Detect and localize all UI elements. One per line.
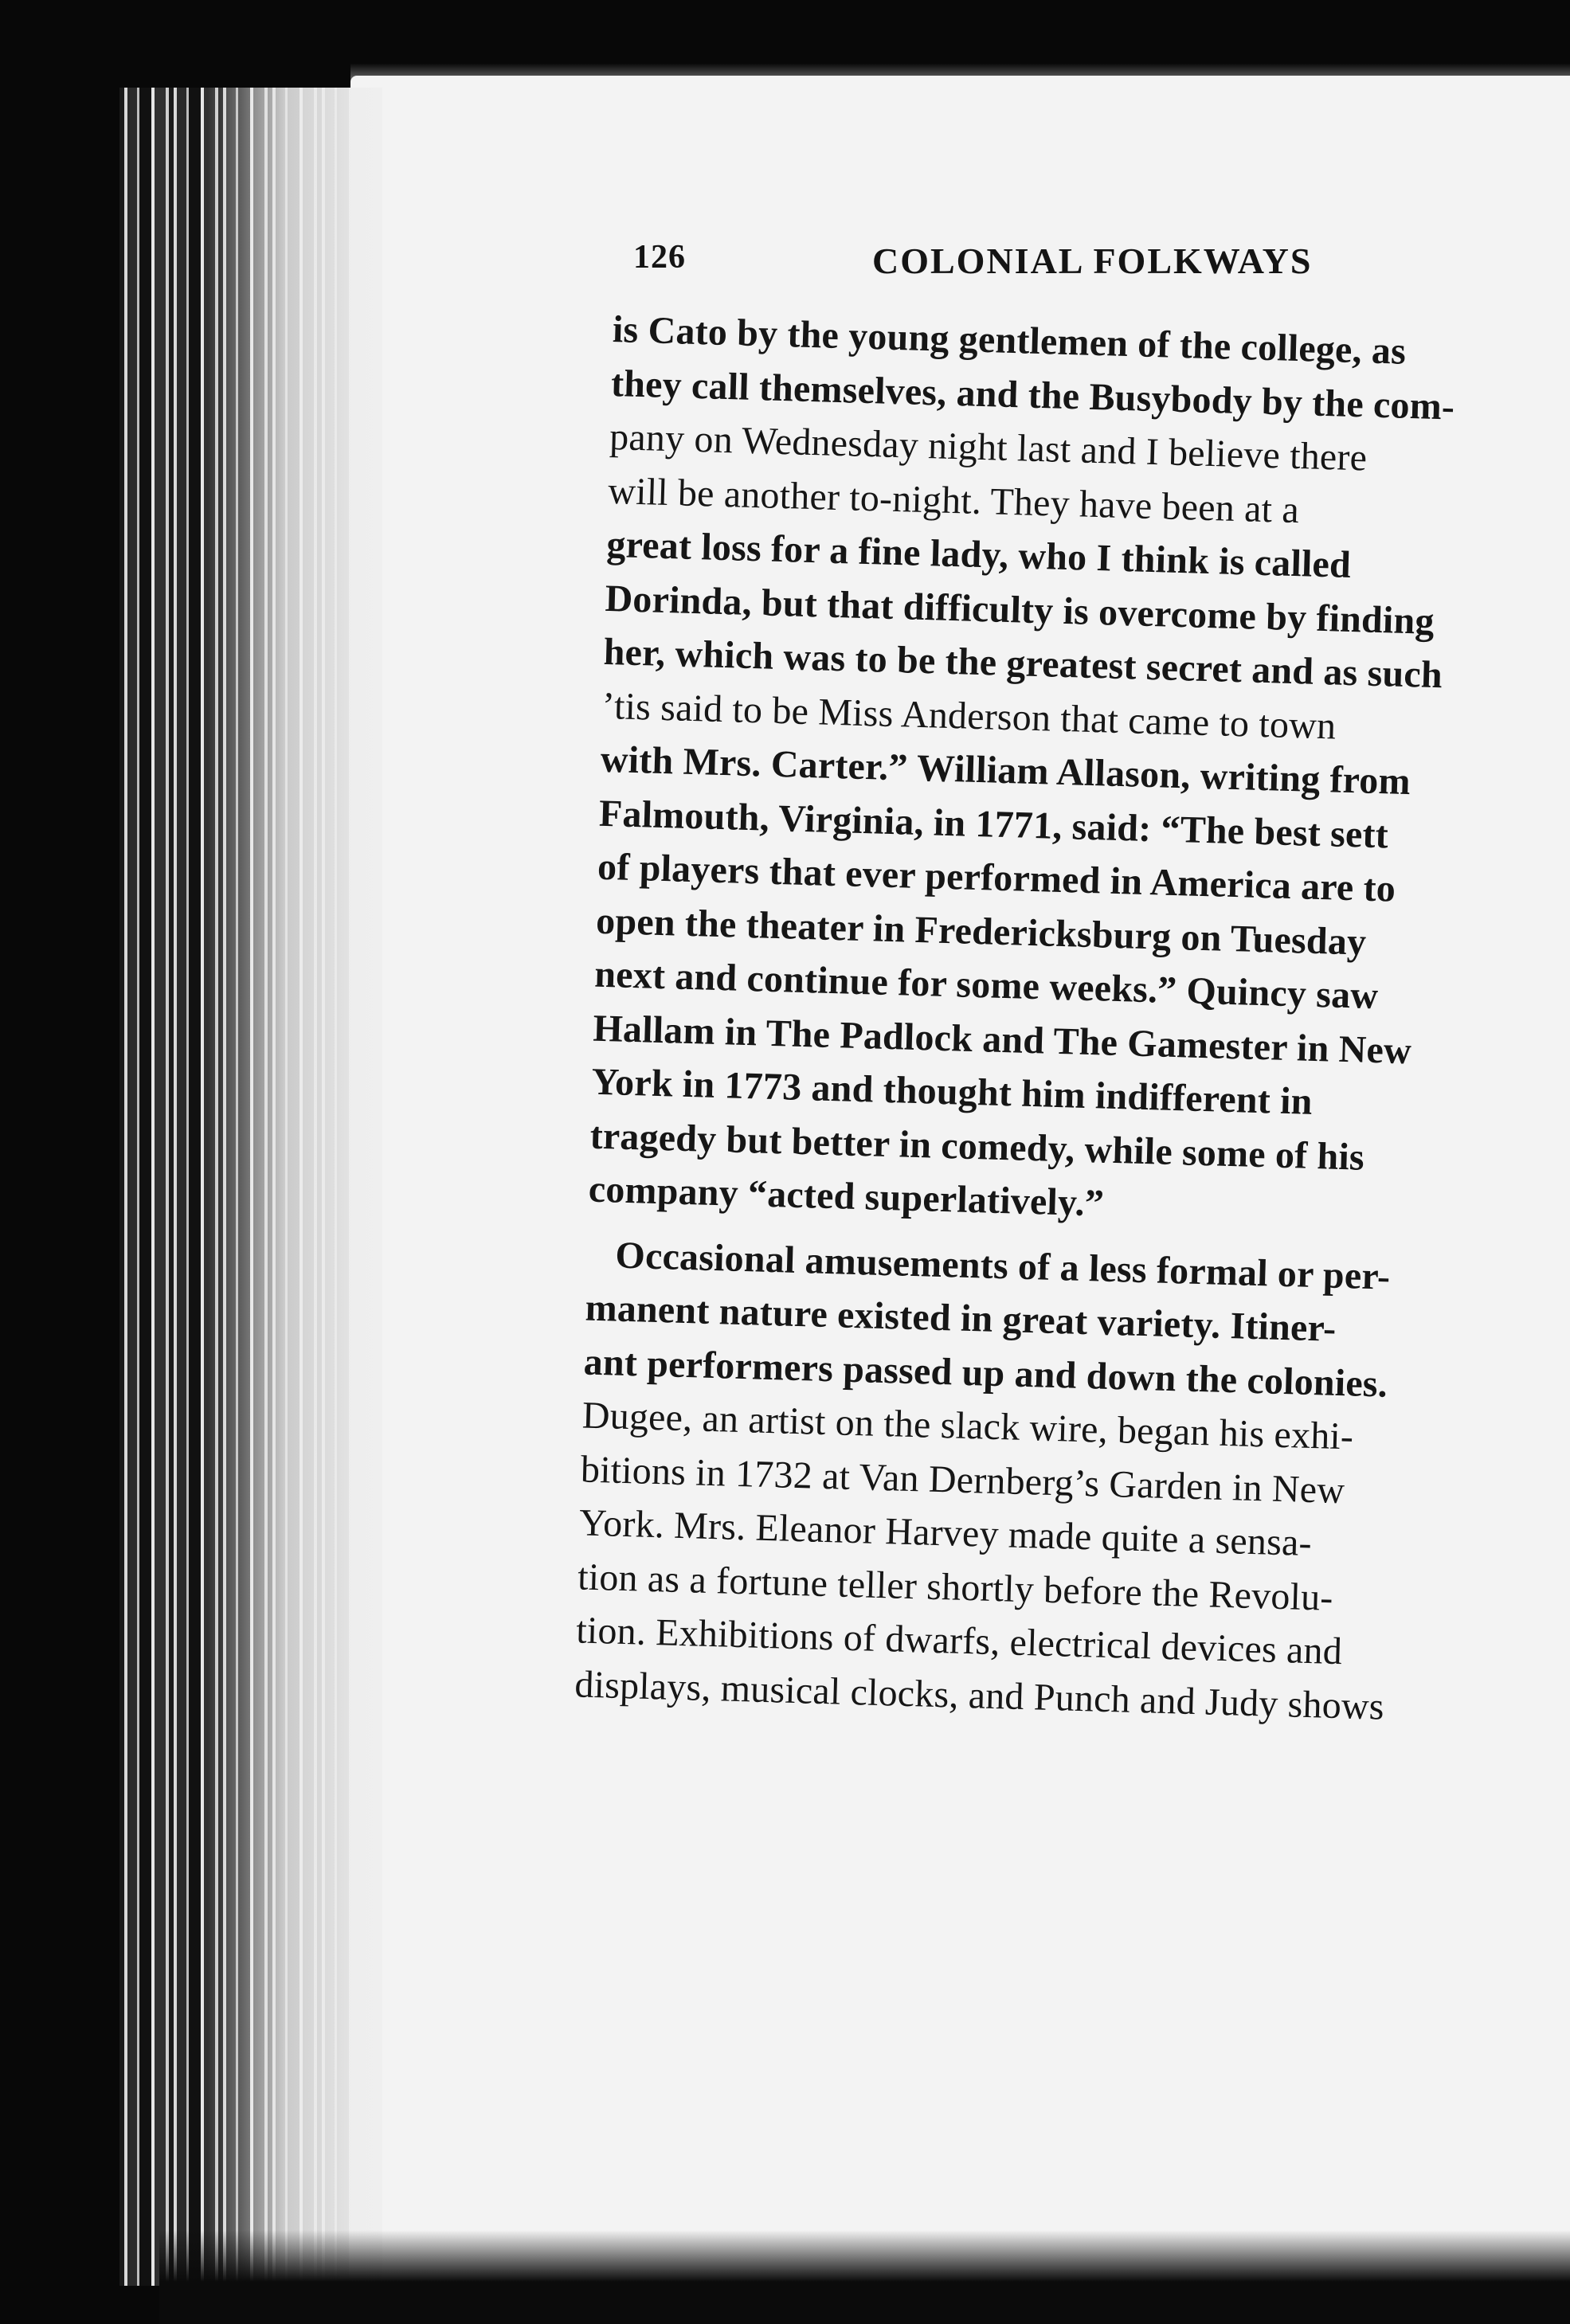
text-line: Occasional amusements of a less formal or per- (614, 1234, 1392, 1298)
page-bottom-shadow (159, 2230, 1570, 2324)
text-line: her, which was to be the greatest secret and as such (603, 630, 1443, 697)
text-line: they call themselves, and the Busybody by the com- (610, 362, 1455, 428)
text-line: tion as a fortune teller shortly before the Revolu- (577, 1555, 1334, 1619)
text-line: is Cato by the young gentlemen of the college, as (612, 307, 1407, 373)
text-line: York. Mrs. Eleanor Harvey made quite a sensa- (578, 1501, 1313, 1565)
text-line: York in 1773 and thought him indifferent in (590, 1060, 1314, 1123)
text-line: manent nature existed in great variety. Itiner- (585, 1286, 1337, 1350)
text-line: open the theater in Fredericksburg on Tuesday (595, 899, 1368, 964)
paragraph-1 (588, 303, 1553, 1242)
page-curl-shading (207, 88, 382, 2286)
text-line: Hallam in The Padlock and The Gamester in New (592, 1007, 1412, 1072)
page-number: 126 (633, 239, 686, 276)
text-line: ’tis said to be Miss Anderson that came to town (601, 684, 1337, 748)
text-line: Dorinda, but that difficulty is overcome by finding (604, 577, 1435, 643)
text-line: next and continue for some weeks.” Quincy saw (593, 953, 1379, 1018)
text-line: Dugee, an artist on the slack wire, began his exhi- (581, 1394, 1354, 1458)
text-line: company “acted superlatively.” (588, 1168, 1105, 1225)
text-line: great loss for a fine lady, who I think is called (605, 522, 1352, 586)
text-line: tion. Exhibitions of dwarfs, electrical devices and (575, 1609, 1343, 1673)
text-line: of players that ever performed in America are to (597, 845, 1396, 910)
paragraph-2 (574, 1227, 1528, 1737)
text-line: displays, musical clocks, and Punch and Judy shows (574, 1662, 1385, 1728)
text-line: Falmouth, Virginia, in 1771, said: “The best sett (598, 792, 1389, 856)
page-header (633, 235, 1398, 291)
text-line: tragedy but better in comedy, while some of his (589, 1114, 1365, 1179)
text-line: will be another to-night. They have been at a (607, 469, 1300, 531)
text-line: pany on Wednesday night last and I believe there (609, 415, 1368, 479)
body-text (574, 303, 1553, 1737)
text-line: bitions in 1732 at Van Dernberg’s Garden in New (580, 1447, 1345, 1512)
text-line: ant performers passed up and down the colonies. (583, 1340, 1388, 1406)
text-line: with Mrs. Carter.” William Allason, writing from (600, 737, 1411, 804)
running-title: COLONIAL FOLKWAYS (872, 241, 1313, 281)
